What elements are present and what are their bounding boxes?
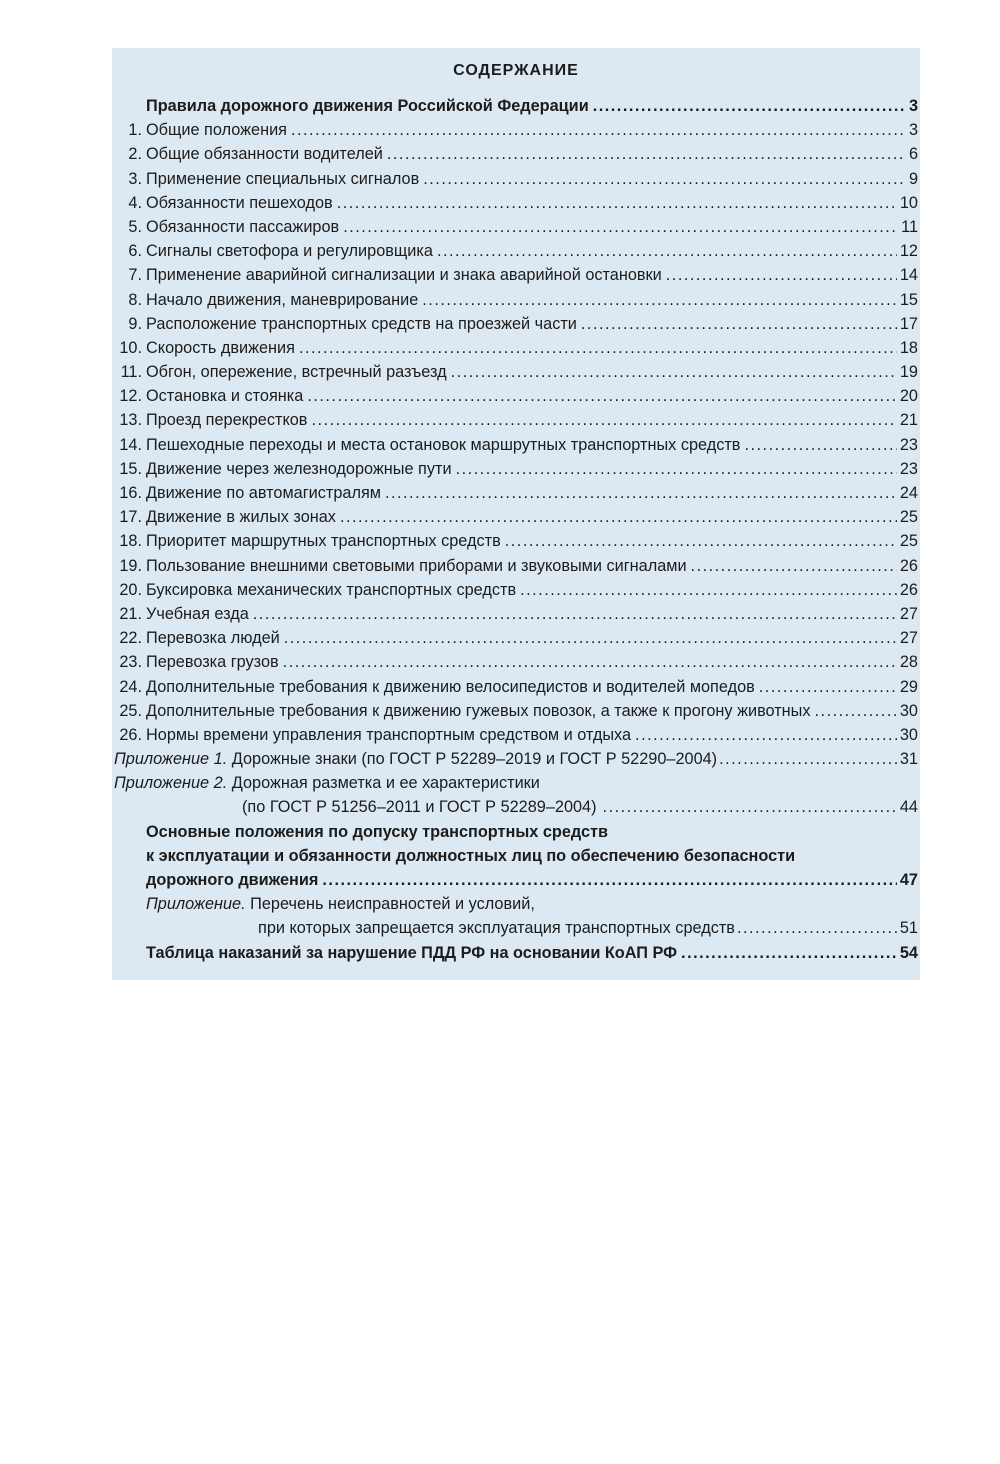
toc-entry-text: Движение через железнодорожные пути [146, 459, 452, 478]
toc-entry-text: Расположение транспортных средств на проезжей части [146, 314, 577, 333]
toc-section-number: 12. [119, 387, 142, 406]
toc-section-row[interactable] [112, 263, 920, 287]
leader-dots [581, 312, 897, 336]
toc-section-row[interactable] [112, 602, 920, 626]
toc-entry-text: Сигналы светофора и регулировщика [146, 242, 433, 261]
leader-dots [737, 916, 897, 940]
toc-entry-text: Таблица наказаний за нарушение ПДД РФ на основании КоАП РФ [146, 943, 678, 962]
leader-dots [437, 239, 897, 263]
appendix-label: Приложение. [146, 895, 246, 914]
leader-dots [691, 554, 897, 578]
toc-page-number: 3 [908, 121, 918, 140]
toc-section-row[interactable] [112, 142, 920, 166]
toc-appendix-2-cont[interactable] [112, 795, 920, 819]
leader-dots [666, 263, 897, 287]
toc-entry-text: Движение по автомагистралям [146, 484, 381, 502]
toc-entry-text: Общие положения [146, 121, 287, 140]
toc-appendix-2[interactable] [112, 771, 920, 795]
toc-main-heading[interactable] [112, 94, 920, 118]
toc-panel [112, 48, 920, 980]
toc-section-number: 15. [119, 459, 142, 478]
toc-page-number: 6 [908, 145, 918, 164]
toc-section-row[interactable] [112, 360, 920, 384]
toc-page-number: 10 [899, 193, 918, 212]
toc-entry-text: Дополнительные требования к движению велосипедистов и водителей мопедов [146, 677, 755, 696]
toc-section-row[interactable] [112, 433, 920, 457]
leader-dots [385, 481, 897, 505]
toc-entry-text: Проезд перекрестков [146, 411, 308, 430]
toc-page-number: 24 [899, 484, 918, 502]
toc-section-row[interactable] [112, 167, 920, 191]
toc-entry-text: Общие обязанности водителей [146, 145, 383, 164]
toc-page-number: 27 [899, 604, 918, 623]
toc-page-number: 14 [899, 266, 918, 285]
toc-entry-text: Пользование внешними световыми приборами и звуковыми сигналами [146, 556, 687, 575]
page-title: СОДЕРЖАНИЕ [453, 62, 579, 79]
leader-dots [451, 360, 897, 384]
leader-dots [681, 941, 897, 965]
toc-provisions-appendix[interactable] [112, 892, 920, 916]
leader-dots [322, 868, 896, 892]
leader-dots [635, 723, 897, 747]
toc-entry-text: Приоритет маршрутных транспортных средств [146, 532, 501, 551]
toc-section-row[interactable] [112, 191, 920, 215]
toc-section-number: 21. [119, 604, 142, 623]
leader-dots [719, 747, 897, 771]
toc-page-number: 18 [899, 338, 918, 357]
toc-entry-text: Буксировка механических транспортных средств [146, 580, 517, 599]
toc-entry-text: Скорость движения [146, 338, 295, 357]
toc-page-number: 11 [901, 217, 918, 236]
leader-dots [307, 384, 897, 408]
appendix-label: Приложение 1. [114, 750, 228, 769]
toc-section-number: 20. [119, 580, 142, 599]
toc-page-number: 44 [899, 798, 918, 817]
toc-page-number: 21 [899, 411, 918, 430]
toc-page-number: 23 [899, 435, 918, 454]
toc-section-row[interactable] [112, 118, 920, 142]
toc-page-number: 23 [899, 459, 918, 478]
toc-entry-text: Обязанности пассажиров [146, 217, 340, 236]
toc-section-number: 1. [128, 121, 142, 140]
toc-section-number: 23. [119, 653, 142, 672]
leader-dots [387, 142, 906, 166]
leader-dots [284, 626, 897, 650]
toc-entry-text: Правила дорожного движения Российской Федерации [146, 97, 589, 115]
toc-section-row[interactable] [112, 505, 920, 529]
toc-page-number: 19 [899, 363, 918, 382]
toc-entry-text: Перевозка грузов [146, 653, 279, 672]
toc-entry-text: (по ГОСТ Р 51256–2011 и ГОСТ Р 52289–2004) [242, 798, 597, 817]
toc-page-number: 47 [899, 871, 918, 889]
toc-section-row[interactable] [112, 529, 920, 553]
appendix-label: Приложение 2. [114, 774, 228, 793]
toc-page-number: 17 [899, 314, 918, 333]
toc-section-number: 26. [119, 725, 142, 744]
toc-page-number: 20 [899, 387, 918, 406]
leader-dots [505, 529, 897, 553]
toc-section-row[interactable] [112, 384, 920, 408]
toc-section-number: 7. [128, 266, 142, 285]
toc-entry-text: Дополнительные требования к движению гужевых повозок, а также к прогону животных [146, 701, 811, 720]
toc-entry-text: Применение аварийной сигнализации и знака аварийной остановки [146, 266, 662, 285]
toc-section-number: 3. [128, 169, 142, 188]
toc-section-number: 19. [119, 556, 142, 575]
toc-provisions-line2[interactable] [112, 844, 920, 868]
toc-page-number: 12 [899, 242, 918, 261]
toc-provisions-appendix-cont[interactable] [112, 916, 920, 940]
toc-section-number: 6. [128, 242, 142, 261]
toc-penalties[interactable] [112, 941, 920, 965]
toc-page-number: 27 [899, 629, 918, 648]
toc-entry-text: Перевозка людей [146, 629, 280, 648]
leader-dots [337, 191, 897, 215]
toc-section-number: 17. [119, 508, 142, 527]
toc-section-row[interactable] [112, 336, 920, 360]
toc-section-number: 14. [119, 435, 142, 454]
toc-section-number: 24. [119, 677, 142, 696]
toc-section-row[interactable] [112, 554, 920, 578]
toc-section-row[interactable] [112, 723, 920, 747]
toc-provisions-line1[interactable] [112, 820, 920, 844]
toc-section-row[interactable] [112, 675, 920, 699]
toc-page-number: 26 [899, 556, 918, 575]
toc-page-number: 29 [899, 677, 918, 696]
toc-section-number: 8. [128, 290, 142, 309]
toc-section-row[interactable] [112, 481, 920, 505]
toc-list [112, 94, 920, 965]
leader-dots [603, 795, 897, 819]
leader-dots [253, 602, 897, 626]
leader-dots [744, 433, 896, 457]
leader-dots [815, 699, 897, 723]
toc-section-number: 25. [119, 701, 142, 720]
toc-section-row[interactable] [112, 408, 920, 432]
toc-section-number: 18. [119, 532, 142, 551]
leader-dots [311, 408, 896, 432]
toc-appendix-1[interactable] [112, 747, 920, 771]
toc-entry-text: Обязанности пешеходов [146, 193, 333, 212]
toc-section-number: 11. [120, 363, 142, 382]
toc-page-number: 9 [908, 169, 918, 188]
toc-section-row[interactable] [112, 457, 920, 481]
toc-section-row[interactable] [112, 312, 920, 336]
toc-entry-text: дорожного движения [146, 871, 319, 889]
toc-page-number: 54 [899, 943, 918, 962]
toc-entry-text: Остановка и стоянка [146, 387, 304, 406]
leader-dots [422, 288, 897, 312]
toc-entry-text: Дорожные знаки (по ГОСТ Р 52289–2019 и ГОСТ Р 52290–2004) [231, 750, 718, 769]
leader-dots [343, 215, 898, 239]
leader-dots [283, 650, 897, 674]
toc-section-row[interactable] [112, 650, 920, 674]
toc-section-row[interactable] [112, 699, 920, 723]
toc-section-row[interactable] [112, 239, 920, 263]
toc-entry-text: Пешеходные переходы и места остановок маршрутных транспортных средств [146, 435, 741, 454]
leader-dots [423, 167, 906, 191]
toc-section-number: 13. [119, 411, 142, 430]
toc-entry-text: к эксплуатации и обязанности должностных лиц по обеспечению безопасности [146, 846, 796, 865]
toc-page-number: 28 [899, 653, 918, 672]
toc-entry-text: Перечень неисправностей и условий, [250, 895, 535, 914]
toc-page-number: 15 [899, 290, 918, 309]
leader-dots [593, 94, 906, 118]
toc-page-number: 30 [899, 701, 918, 720]
toc-entry-text: Начало движения, маневрирование [146, 290, 419, 309]
leader-dots [340, 505, 897, 529]
toc-section-number: 2. [128, 145, 142, 164]
toc-page-number: 31 [899, 750, 918, 769]
leader-dots [299, 336, 897, 360]
toc-page-number: 30 [899, 725, 918, 744]
toc-entry-text: Учебная езда [146, 604, 249, 623]
toc-entry-text: Нормы времени управления транспортным средством и отдыха [146, 725, 632, 744]
toc-page-number: 25 [899, 508, 918, 527]
toc-section-number: 16. [119, 484, 142, 502]
toc-section-row[interactable] [112, 626, 920, 650]
toc-sections [112, 118, 920, 747]
toc-section-row[interactable] [112, 215, 920, 239]
toc-entry-text: Обгон, опережение, встречный разъезд [146, 363, 447, 382]
toc-section-number: 22. [119, 629, 142, 648]
leader-dots [291, 118, 906, 142]
leader-dots [456, 457, 897, 481]
toc-provisions-line3[interactable] [112, 868, 920, 892]
toc-section-number: 5. [128, 217, 142, 236]
toc-page-number: 26 [899, 580, 918, 599]
toc-page-number: 51 [899, 919, 918, 938]
toc-page-number: 25 [899, 532, 918, 551]
toc-entry-text: при которых запрещается эксплуатация транспортных средств [258, 919, 735, 938]
toc-entry-text: Дорожная разметка и ее характеристики [231, 774, 540, 793]
toc-section-row[interactable] [112, 578, 920, 602]
leader-dots [759, 675, 897, 699]
toc-section-number: 10. [119, 338, 142, 357]
toc-section-number: 9. [128, 314, 142, 333]
toc-section-number: 4. [128, 193, 142, 212]
toc-page-number: 3 [908, 97, 918, 115]
leader-dots [520, 578, 897, 602]
toc-entry-text: Движение в жилых зонах [146, 508, 336, 527]
toc-section-row[interactable] [112, 288, 920, 312]
toc-entry-text: Применение специальных сигналов [146, 169, 420, 188]
toc-entry-text: Основные положения по допуску транспортных средств [146, 822, 609, 841]
